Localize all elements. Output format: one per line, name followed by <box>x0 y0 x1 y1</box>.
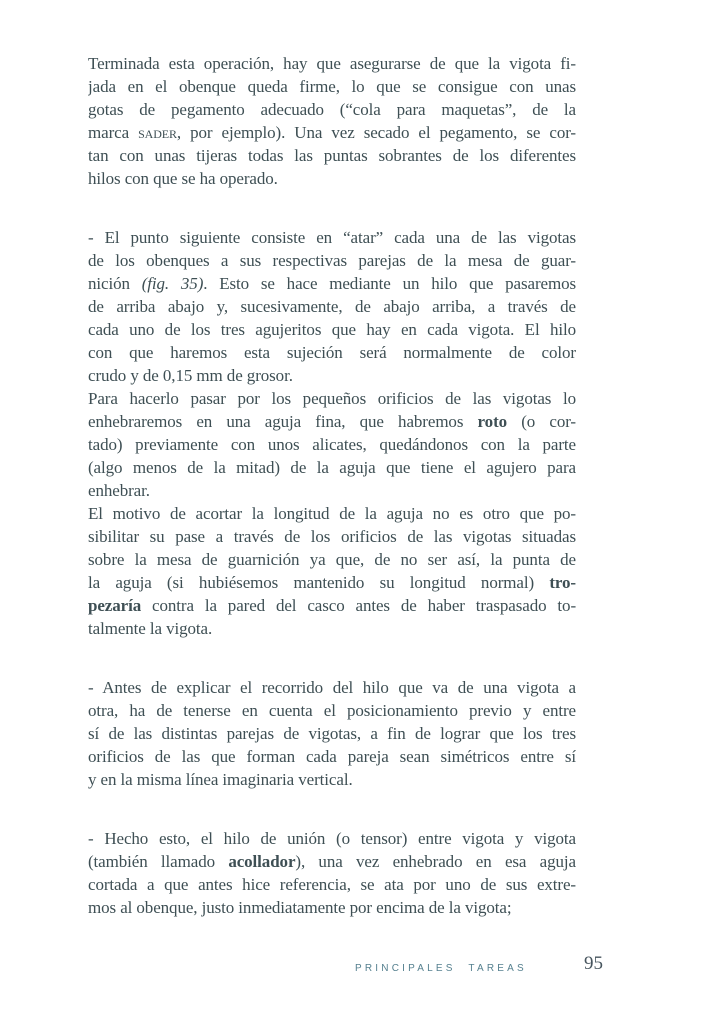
text-segment: jada en el obenque queda firme, lo que se consigue con unas <box>88 77 576 96</box>
page-number: 95 <box>584 953 603 974</box>
text-line <box>88 745 576 768</box>
text-line <box>88 525 576 548</box>
text-segment: (fig. 35) <box>141 274 204 293</box>
paragraph <box>88 827 576 919</box>
text-segment: (o cor- <box>507 412 576 431</box>
text-line <box>88 617 576 640</box>
text-segment: roto <box>477 412 508 431</box>
text-line <box>88 318 576 341</box>
text-line <box>88 167 576 190</box>
text-segment: marca <box>88 123 139 142</box>
text-segment: hilos con que se ha operado. <box>88 169 278 188</box>
text-segment: Terminada esta operación, hay que asegurarse de que la vigota fi- <box>88 54 576 73</box>
text-segment: crudo y de 0,15 mm de grosor. <box>88 366 293 385</box>
text-line <box>88 456 576 479</box>
text-line <box>88 410 576 433</box>
body-text <box>88 52 576 919</box>
paragraph <box>88 502 576 640</box>
text-segment: tado) previamente con unos alicates, quedándonos con la parte <box>88 435 576 454</box>
running-footer-label: PRINCIPALES TAREAS <box>355 963 527 974</box>
text-line <box>88 548 576 571</box>
text-line <box>88 873 576 896</box>
text-line <box>88 594 576 617</box>
text-segment: y en la misma línea imaginaria vertical. <box>88 770 353 789</box>
text-line <box>88 827 576 850</box>
text-line <box>88 768 576 791</box>
text-segment: de arriba abajo y, sucesivamente, de abajo arriba, a través de <box>88 297 576 316</box>
text-segment: Para hacerlo pasar por los pequeños orificios de las vigotas lo <box>88 389 576 408</box>
text-line <box>88 571 576 594</box>
text-segment: sobre la mesa de guarnición ya que, de no ser así, la punta de <box>88 550 576 569</box>
text-segment: (algo menos de la mitad) de la aguja que tiene el agujero para <box>88 458 576 477</box>
text-line <box>88 896 576 919</box>
text-segment: tro- <box>549 573 576 592</box>
text-segment: El motivo de acortar la longitud de la aguja no es otro que po- <box>88 504 576 523</box>
text-segment: de los obenques a sus respectivas parejas de la mesa de guar- <box>88 251 576 270</box>
text-line <box>88 226 576 249</box>
paragraph <box>88 52 576 190</box>
text-line <box>88 699 576 722</box>
text-segment: - Antes de explicar el recorrido del hilo que va de una vigota a <box>88 678 576 697</box>
text-line <box>88 295 576 318</box>
paragraph <box>88 387 576 502</box>
text-line <box>88 722 576 745</box>
text-segment: contra la pared del casco antes de haber traspasado to- <box>141 596 576 615</box>
text-segment: acollador <box>228 852 296 871</box>
text-line <box>88 98 576 121</box>
text-segment: sader <box>138 123 177 142</box>
text-segment: con que haremos esta sujeción será normalmente de color <box>88 343 576 362</box>
text-line <box>88 75 576 98</box>
text-segment: ), una vez enhebrado en esa aguja <box>295 852 576 871</box>
text-line <box>88 341 576 364</box>
text-line <box>88 387 576 410</box>
text-segment: tan con unas tijeras todas las puntas sobrantes de los diferentes <box>88 146 576 165</box>
text-segment: mos al obenque, justo inmediatamente por encima de la vigota; <box>88 898 512 917</box>
text-segment: , por ejemplo). Una vez secado el pegamento, se cor- <box>176 123 576 142</box>
text-segment: sí de las distintas parejas de vigotas, a fin de lograr que los tres <box>88 724 576 743</box>
text-line <box>88 850 576 873</box>
text-segment: otra, ha de tenerse en cuenta el posicionamiento previo y entre <box>88 701 576 720</box>
text-line <box>88 272 576 295</box>
text-line <box>88 433 576 456</box>
text-line <box>88 121 576 144</box>
text-segment: cortada a que antes hice referencia, se ata por uno de sus extre- <box>88 875 576 894</box>
text-segment: - El punto siguiente consiste en “atar” cada una de las vigotas <box>88 228 576 247</box>
text-segment: cada uno de los tres agujeritos que hay en cada vigota. El hilo <box>88 320 576 339</box>
text-line <box>88 479 576 502</box>
text-segment: enhebraremos en una aguja fina, que habremos <box>88 412 478 431</box>
text-segment: talmente la vigota. <box>88 619 213 638</box>
text-segment: - Hecho esto, el hilo de unión (o tensor) entre vigota y vigota <box>88 829 576 848</box>
text-segment: gotas de pegamento adecuado (“cola para maquetas”, de la <box>88 100 576 119</box>
paragraph <box>88 226 576 387</box>
text-segment: orificios de las que forman cada pareja sean simétricos entre sí <box>88 747 576 766</box>
text-line <box>88 502 576 525</box>
text-segment: la aguja (si hubiésemos mantenido su longitud normal) <box>88 573 550 592</box>
text-segment: . Esto se hace mediante un hilo que pasaremos <box>203 274 576 293</box>
text-line <box>88 249 576 272</box>
text-line <box>88 364 576 387</box>
text-segment: sibilitar su pase a través de los orificios de las vigotas situadas <box>88 527 576 546</box>
text-line <box>88 144 576 167</box>
paragraph <box>88 676 576 791</box>
text-segment: enhebrar. <box>88 481 150 500</box>
text-segment: pezaría <box>88 596 142 615</box>
text-segment: (también llamado <box>88 852 229 871</box>
text-line <box>88 676 576 699</box>
text-line <box>88 52 576 75</box>
text-segment: nición <box>88 274 142 293</box>
